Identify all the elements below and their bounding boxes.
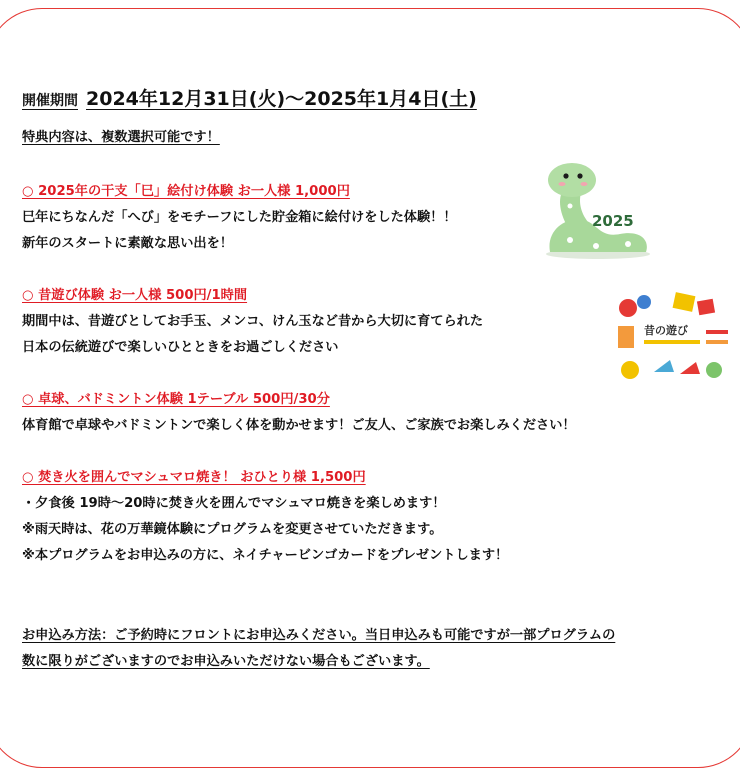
- otedama-ball: [637, 295, 651, 309]
- section-heading-old-games: ○ 昔遊び体験 お一人様 500円/1時間: [22, 288, 248, 303]
- old-games-image: [614, 290, 734, 390]
- snake-cheek-left: [559, 182, 566, 186]
- section-text: ※雨天時は、花の万華鏡体験にプログラムを変更させていただきます。: [22, 522, 443, 537]
- application-note: 数に限りがございますのでお申込みいただけない場合もございます。: [22, 654, 430, 669]
- otedama-ball: [619, 299, 637, 317]
- origami-crane: [680, 362, 700, 374]
- section-text: 新年のスタートに素敵な思い出を！: [22, 236, 233, 251]
- old-games-title: 昔の遊び: [644, 324, 688, 337]
- snake-bank-image: [536, 160, 656, 260]
- period-dates: 2024年12月31日(火)～2025年1月4日(土): [86, 88, 477, 110]
- otedama-ball: [706, 362, 722, 378]
- snake-head: [548, 163, 596, 197]
- section-text: 期間中は、昔遊びとしてお手玉、メンコ、けん玉など昔から大切に育てられた: [22, 314, 484, 329]
- section-heading-marshmallow: ○ 焚き火を囲んでマシュマロ焼き！ おひとり様 1,500円: [22, 470, 366, 485]
- flower-dot: [567, 237, 573, 243]
- section-text: ・夕食後 19時～20時に焚き火を囲んでマシュマロ焼きを楽しめます！: [22, 496, 446, 511]
- menko-card: [697, 299, 715, 316]
- snake-eye-right: [577, 173, 582, 178]
- decorative-band: [706, 340, 728, 344]
- section-heading-painting: ○ 2025年の干支「巳」絵付け体験 お一人様 1,000円: [22, 184, 350, 199]
- section-text: 体育館で卓球やバドミントンで楽しく体を動かせます！ご友人、ご家族でお楽しみください！: [22, 418, 576, 433]
- snake-eye-left: [563, 173, 568, 178]
- origami-crane: [654, 360, 674, 372]
- decorative-band: [644, 340, 700, 344]
- application-method: お申込み方法：ご予約時にフロントにお申込みください。当日申込みも可能ですが一部プログラムの: [22, 628, 616, 643]
- event-period: [22, 84, 477, 111]
- benefit-intro: 特典内容は、複数選択可能です！: [22, 130, 220, 145]
- snake-year-text: 2025: [592, 212, 634, 230]
- flower-dot: [625, 241, 631, 247]
- section-text: ※本プログラムをお申込みの方に、ネイチャービンゴカードをプレゼントします！: [22, 548, 509, 563]
- flower-dot: [593, 243, 599, 249]
- decorative-band: [706, 330, 728, 334]
- section-text: 巳年にちなんだ「へび」をモチーフにした貯金箱に絵付けをした体験！！: [22, 210, 457, 225]
- flower-dot: [568, 204, 573, 209]
- kite-toy: [618, 326, 634, 348]
- period-label: 開催期間: [22, 93, 78, 109]
- section-heading-sports: ○ 卓球、バドミントン体験 1テーブル 500円/30分: [22, 392, 330, 407]
- snake-cheek-right: [581, 182, 588, 186]
- section-text: 日本の伝統遊びで楽しいひとときをお過ごしください: [22, 340, 339, 355]
- otedama-ball: [621, 361, 639, 379]
- menko-card: [673, 292, 696, 312]
